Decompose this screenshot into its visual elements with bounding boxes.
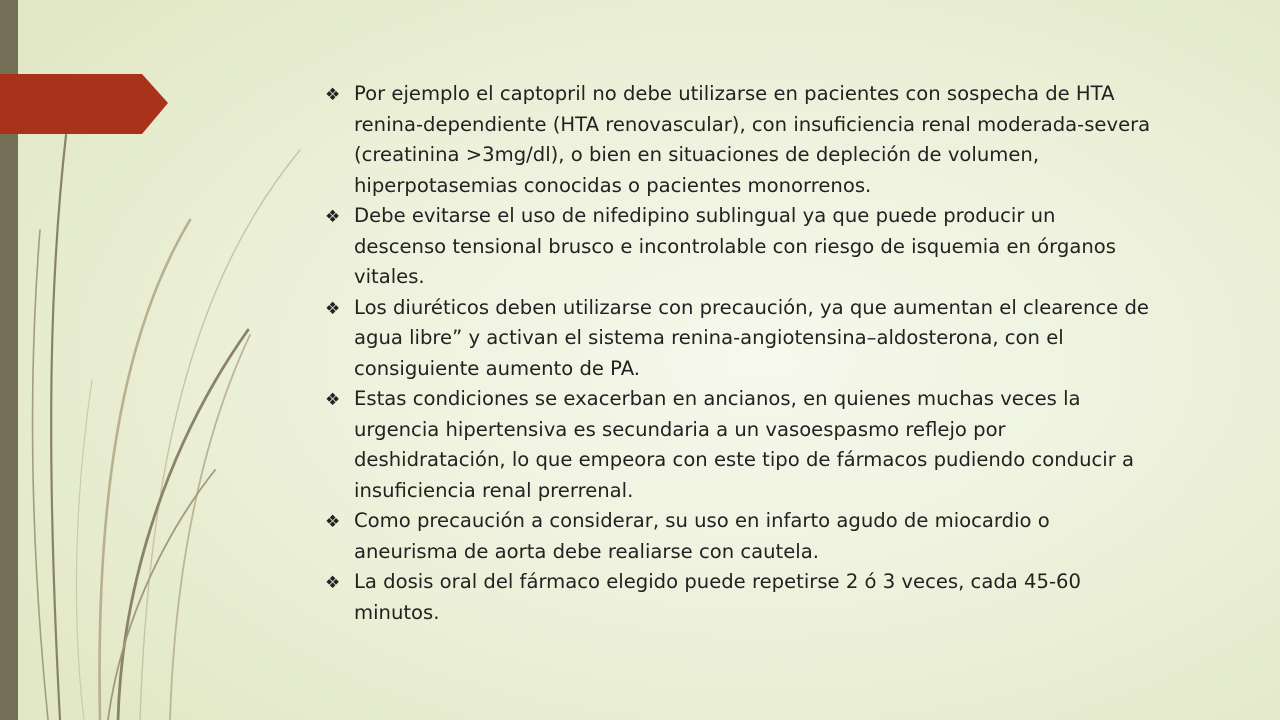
bullet-list: [322, 79, 1152, 628]
bullet-item: [322, 201, 1152, 293]
accent-arrow-shape: [0, 0, 180, 200]
four-balloon-asterisk-icon: ❖: [325, 573, 341, 593]
bullet-item: [322, 567, 1152, 628]
bullet-item: [322, 384, 1152, 506]
bullet-text: Los diuréticos deben utilizarse con precaución, ya que aumentan el clearence de agua libre” y activan el sistema renina-angiotensina–aldosterona, con el consiguiente aumento de PA.: [354, 295, 1149, 380]
bullet-item: [322, 506, 1152, 567]
four-balloon-asterisk-icon: ❖: [325, 207, 341, 227]
bullet-text: La dosis oral del fármaco elegido puede repetirse 2 ó 3 veces, cada 45-60 minutos.: [354, 570, 1081, 624]
bullet-text: Estas condiciones se exacerban en ancianos, en quienes muchas veces la urgencia hipertensiva es secundaria a un vasoespasmo reflejo por deshidratación, lo que empeora con este tipo de fármacos pudiendo conducir a insuficiencia renal prerrenal.: [354, 387, 1134, 502]
bullet-item: [322, 293, 1152, 385]
bullet-text: Debe evitarse el uso de nifedipino sublingual ya que puede producir un descenso tensional brusco e incontrolable con riesgo de isquemia en órganos vitales.: [354, 204, 1116, 288]
four-balloon-asterisk-icon: ❖: [325, 85, 341, 105]
four-balloon-asterisk-icon: ❖: [325, 390, 341, 410]
bullet-text: Por ejemplo el captopril no debe utilizarse en pacientes con sospecha de HTA renina-dependiente (HTA renovascular), con insuficiencia renal moderada-severa (creatinina >3mg/dl), o bien en situaciones de depleción de volumen, hiperpotasemias conocidas o pacientes monorrenos.: [354, 82, 1151, 197]
four-balloon-asterisk-icon: ❖: [325, 298, 341, 319]
bullet-text: Como precaución a considerar, su uso en infarto agudo de miocardio o aneurisma de aorta debe realiarse con cautela.: [354, 509, 1050, 563]
bullet-item: [322, 79, 1152, 201]
four-balloon-asterisk-icon: ❖: [325, 512, 341, 532]
